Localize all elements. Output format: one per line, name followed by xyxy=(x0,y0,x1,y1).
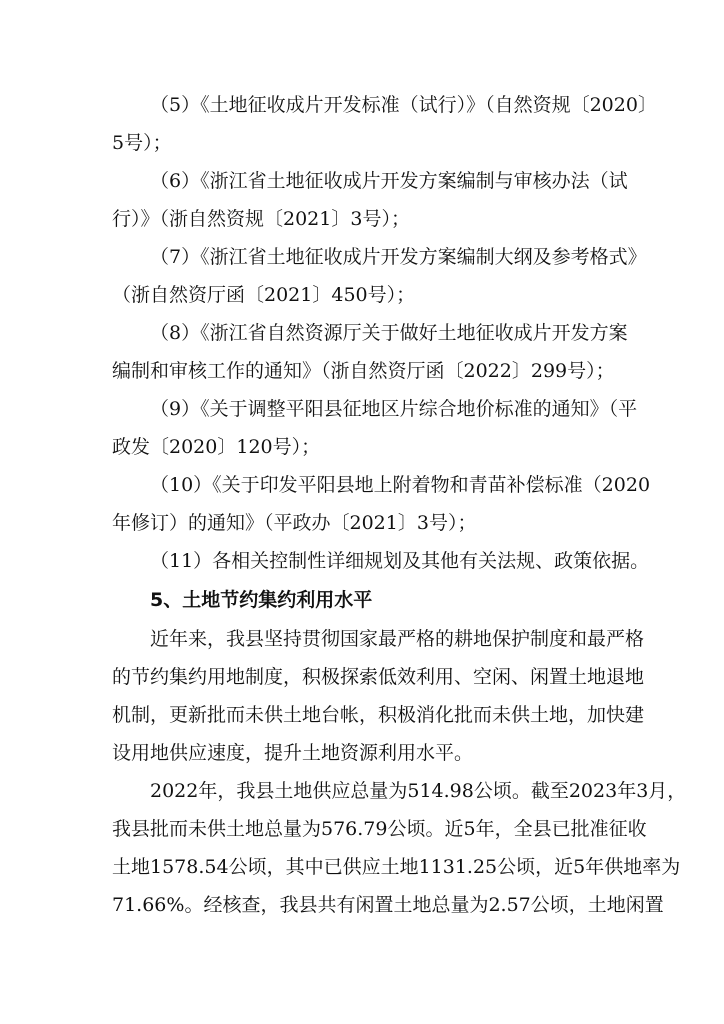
paragraph-2-line-3: 土地1578.54公顷，其中已供应土地1131.25公顷，近5年供地率为 xyxy=(112,856,681,878)
paragraph-2-line-4: 71.66%。经核查，我县共有闲置土地总量为2.57公顷，土地闲置 xyxy=(112,894,664,916)
basis-item-8-line-2: 编制和审核工作的通知》（浙自然资厅函〔2022〕299号）； xyxy=(112,360,615,382)
basis-item-8-line-1: （8）《浙江省自然资源厅关于做好土地征收成片开发方案 xyxy=(150,322,628,344)
section-heading: 5、土地节约集约利用水平 xyxy=(150,589,373,611)
basis-item-5-line-1: （5）《土地征收成片开发标准（试行）》（自然资规〔2020〕 xyxy=(150,94,657,116)
paragraph-1-line-2: 的节约集约用地制度，积极探索低效利用、空闲、闲置土地退地 xyxy=(112,666,645,688)
paragraph-2-line-1: 2022年，我县土地供应总量为514.98公顷。截至2023年3月， xyxy=(150,780,687,802)
basis-item-10-line-2: 年修订）的通知》（平政办〔2021〕3号）； xyxy=(112,512,477,534)
basis-item-5-line-2: 5号）； xyxy=(112,132,172,154)
basis-item-9-line-1: （9）《关于调整平阳县征地区片综合地价标准的通知》（平 xyxy=(150,398,638,420)
basis-item-11-line-1: （11）各相关控制性详细规划及其他有关法规、政策依据。 xyxy=(150,550,650,572)
basis-item-10-line-1: （10）《关于印发平阳县地上附着物和青苗补偿标准（2020 xyxy=(150,474,651,496)
paragraph-1-line-4: 设用地供应速度，提升土地资源利用水平。 xyxy=(112,742,474,764)
basis-item-7-line-2: （浙自然资厅函〔2021〕450号）； xyxy=(112,284,416,306)
basis-item-6-line-2: 行）》（浙自然资规〔2021〕3号）； xyxy=(112,208,410,230)
paragraph-1-line-3: 机制，更新批而未供土地台帐，积极消化批而未供土地，加快建 xyxy=(112,704,645,726)
basis-item-6-line-1: （6）《浙江省土地征收成片开发方案编制与审核办法（试 xyxy=(150,170,628,192)
basis-item-7-line-1: （7）《浙江省土地征收成片开发方案编制大纲及参考格式》 xyxy=(150,246,647,268)
paragraph-2-line-2: 我县批而未供土地总量为576.79公顷。近5年，全县已批准征收 xyxy=(112,818,647,840)
basis-item-9-line-2: 政发〔2020〕120号）； xyxy=(112,436,321,458)
paragraph-1-line-1: 近年来，我县坚持贯彻国家最严格的耕地保护制度和最严格 xyxy=(150,628,645,650)
